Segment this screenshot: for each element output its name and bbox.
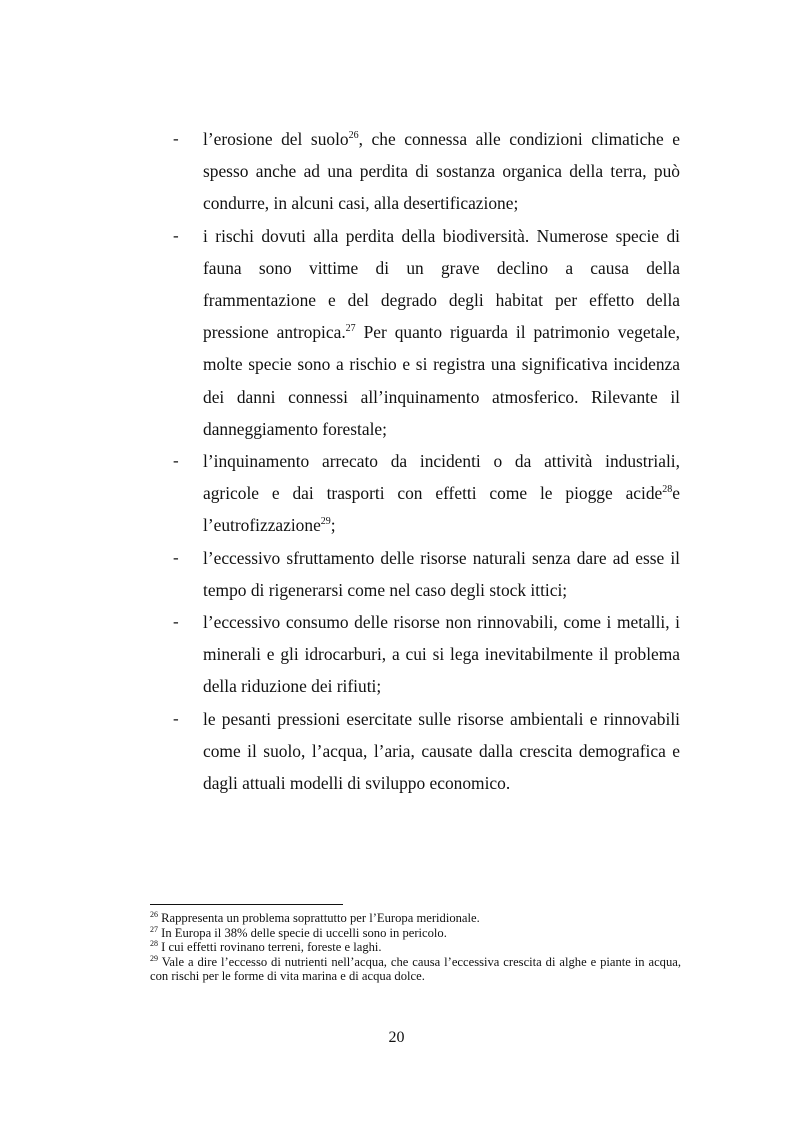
list-item-text: i rischi dovuti alla perdita della biodiversità. Numerose specie di fauna sono vittime di un grave declino a causa della frammentazione e del degrado degli habitat per effetto della pressione antropica.$^{27}$ Per quanto riguarda il patrimonio vegetale, molte specie sono a rischio e si registra una significativa incidenza dei danni connessi all’inquinamento atmosferico. Rilevante il danneggiamento forestale;	[203, 225, 680, 439]
list-item	[0, 703, 793, 800]
bullet-list	[0, 123, 793, 799]
footnote: $^{29}$ Vale a dire l’eccesso di nutrienti nell’acqua, che causa l’eccessiva crescita di alghe e piante in acqua, con rischi per le forme di vita marina e di acqua dolce.	[150, 953, 681, 984]
footnote-number: 29	[150, 953, 158, 963]
footnote: $^{26}$ Rappresenta un problema soprattutto per l’Europa meridionale.	[150, 910, 480, 925]
footnote-number: 27	[150, 924, 158, 934]
footnote-number: 28	[150, 939, 158, 949]
footnote-ref: 28	[662, 484, 673, 496]
footnote-number: 26	[150, 910, 158, 919]
list-dash: -	[173, 129, 179, 148]
footnote-ref: 29	[320, 516, 331, 528]
list-dash: -	[173, 708, 179, 728]
list-dash: -	[173, 451, 179, 471]
list-dash: -	[173, 225, 179, 245]
page-number: 20	[388, 1029, 405, 1046]
list-item-text: l’eccessivo consumo delle risorse non rinnovabili, come i metalli, i minerali e gli idrocarburi, a cui si lega inevitabilmente il problema della riduzione dei rifiuti;	[203, 612, 680, 697]
list-item-text: le pesanti pressioni esercitate sulle risorse ambientali e rinnovabili come il suolo, l’acqua, l’aria, causate dalla crescita demografica e dagli attuali modelli di sviluppo economico.	[203, 708, 680, 794]
list-item-text: l’eccessivo sfruttamento delle risorse naturali senza dare ad esse il tempo di rigenerarsi come nel caso degli stock ittici;	[203, 547, 680, 600]
list-item	[0, 542, 793, 606]
list-item	[0, 220, 793, 445]
list-dash: -	[173, 612, 179, 632]
list-item	[0, 445, 793, 542]
list-item	[0, 606, 793, 703]
footnote-separator	[150, 904, 343, 905]
list-item-text: l’inquinamento arrecato da incidenti o da attività industriali, agricole e dai trasporti con effetti come le piogge acide$^{28}$e l’eutrofizzazione$^{29}$;	[203, 451, 680, 536]
footnote-ref: 26	[348, 130, 359, 141]
footnote: $^{27}$ In Europa il 38% delle specie di uccelli sono in pericolo.	[150, 924, 447, 940]
footnote: $^{28}$ I cui effetti rovinano terreni, foreste e laghi.	[150, 939, 382, 955]
list-item-text: l’erosione del suolo$^{26}$, che connessa alle condizioni climatiche e spesso anche ad una perdita di sostanza organica della terra, può condurre, in alcuni casi, alla desertificazione;	[203, 129, 680, 214]
footnote-ref: 27	[345, 323, 356, 335]
footnotes	[150, 911, 681, 984]
list-item	[0, 123, 793, 220]
list-dash: -	[173, 547, 179, 567]
